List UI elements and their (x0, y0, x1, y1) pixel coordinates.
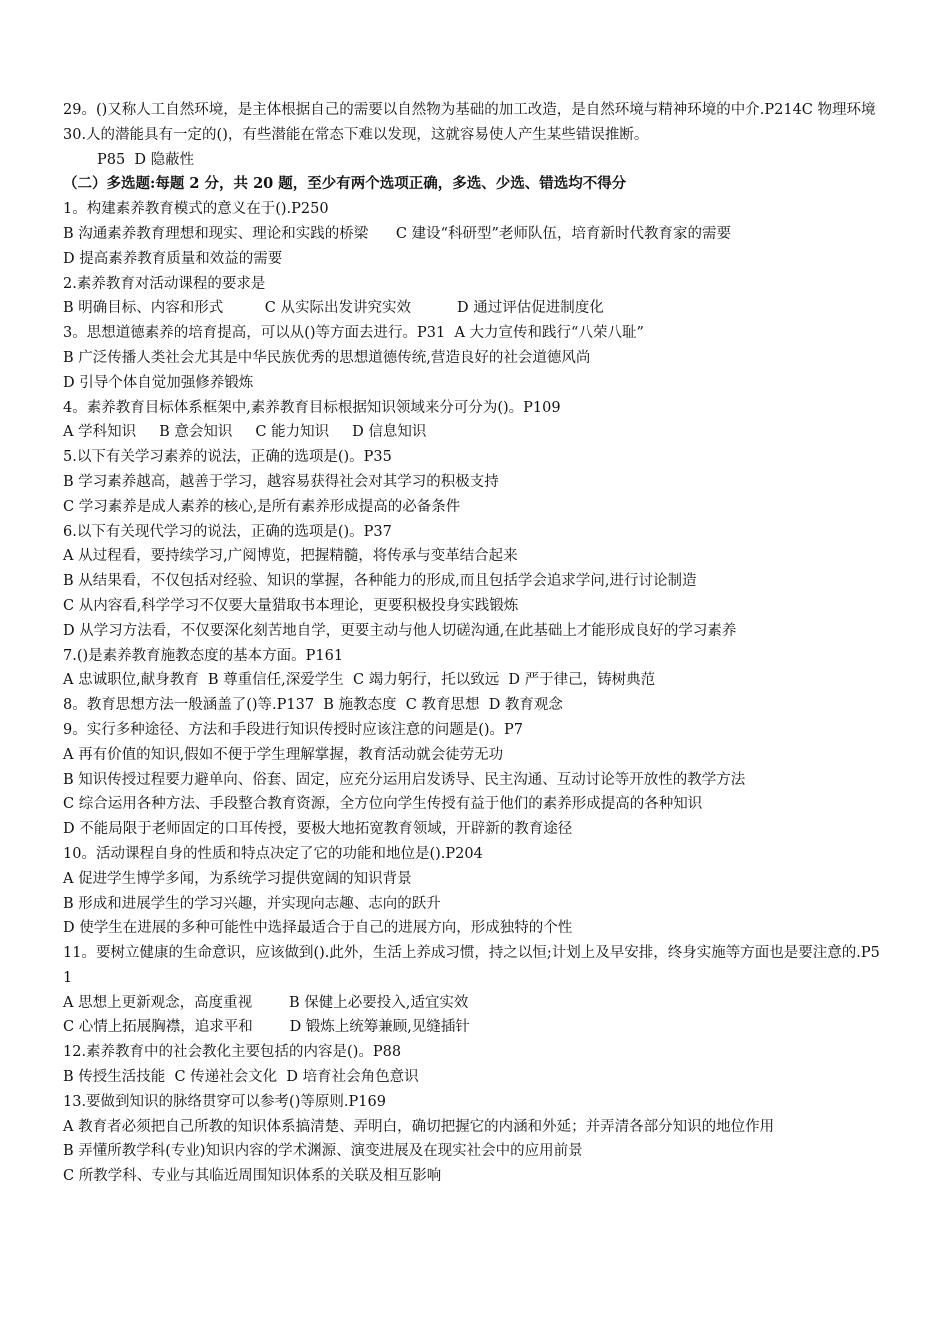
text-line: D 不能局限于老师固定的口耳传授，要极大地拓宽教育领域，开辟新的教育途径 (63, 821, 573, 838)
text-line: 7.()是素养教育施教态度的基本方面。P161 (63, 647, 344, 664)
text-line: A 思想上更新观念，高度重视 B 保健上必要投入,适宜实效 (63, 994, 469, 1011)
text-line: C 学习素养是成人素养的核心,是所有素养形成提高的必备条件 (63, 498, 461, 515)
text-line: B 传授生活技能 C 传递社会文化 D 培育社会角色意识 (63, 1069, 419, 1086)
text-line: B 形成和进展学生的学习兴趣，并实现向志趣、志向的跃升 (63, 895, 441, 912)
text-line: 11。要树立健康的生命意识，应该做到().此外，生活上养成习惯，持之以恒;计划上及早安排，终身实施等方面也是要注意的.P51 (63, 945, 880, 986)
text-line: 30.人的潜能具有一定的()，有些潜能在常态下难以发现，这就容易使人产生某些错误推断。 (63, 126, 649, 143)
document-body (63, 98, 889, 1189)
text-line: 9。实行多种途径、方法和手段进行知识传授时应该注意的问题是()。P7 (63, 721, 524, 738)
text-line: 1。构建素养教育模式的意义在于().P250 (63, 201, 329, 218)
text-line: D 引导个体自觉加强修养锻炼 (63, 374, 254, 391)
text-line: A 促进学生博学多闻，为系统学习提供宽阔的知识背景 (63, 870, 412, 887)
text-line: 6.以下有关现代学习的说法，正确的选项是()。P37 (63, 523, 392, 540)
text-line: B 知识传授过程要力避单向、俗套、固定，应充分运用启发诱导、民主沟通、互动讨论等开放性的教学方法 (63, 771, 746, 788)
text-line: C 综合运用各种方法、手段整合教育资源，全方位向学生传授有益于他们的素养形成提高的各种知识 (63, 796, 703, 813)
text-line: 3。思想道德素养的培育提高，可以从()等方面去进行。P31 A 大力宣传和践行“八荣八耻” (63, 325, 644, 342)
text-line: C 所教学科、专业与其临近周围知识体系的关联及相互影响 (63, 1168, 442, 1185)
text-line: 12.素养教育中的社会教化主要包括的内容是()。P88 (63, 1044, 402, 1061)
section-heading: （二）多选题:每题 2 分，共 20 题，至少有两个选项正确，多选、少选、错选均不得分 (63, 175, 627, 193)
text-line: A 再有价值的知识,假如不便于学生理解掌握，教育活动就会徒劳无功 (63, 746, 504, 763)
text-line: A 从过程看，要持续学习,广阅博览，把握精髓，将传承与变革结合起来 (63, 548, 518, 565)
text-line: 29。()又称人工自然环境，是主体根据自己的需要以自然物为基础的加工改造，是自然环境与精神环境的中介.P214C 物理环境 (63, 102, 876, 118)
text-line: 13.要做到知识的脉络贯穿可以参考()等原则.P169 (63, 1093, 386, 1110)
text-line: A 忠诚职位,献身教育 B 尊重信任,深爱学生 C 竭力躬行，托以致远 D 严于律己，铸树典范 (63, 672, 656, 689)
text-line: D 使学生在进展的多种可能性中选择最适合于自己的进展方向，形成独特的个性 (63, 920, 573, 937)
text-line: 4。素养教育目标体系框架中,素养教育目标根据知识领域来分可分为()。P109 (63, 399, 561, 416)
text-line: C 从内容看,科学学习不仅要大量猎取书本理论，更要积极投身实践锻炼 (63, 597, 519, 614)
text-line: B 沟通素养教育理想和现实、理论和实践的桥梁 C 建设“科研型”老师队伍，培育新时代教育家的需要 (63, 225, 731, 242)
text-line: A 学科知识 B 意会知识 C 能力知识 D 信息知识 (63, 424, 427, 441)
text-line: 10。活动课程自身的性质和特点决定了它的功能和地位是().P204 (63, 845, 483, 862)
text-line: D 从学习方法看，不仅要深化刻苦地自学，更要主动与他人切磋沟通,在此基础上才能形成良好的学习素养 (63, 622, 737, 639)
text-line: 2.素养教育对活动课程的要求是 (63, 275, 266, 292)
text-line: B 明确目标、内容和形式 C 从实际出发讲究实效 D 通过评估促进制度化 (63, 300, 604, 317)
text-line: P85 D 隐蔽性 (97, 151, 195, 168)
text-line: B 从结果看，不仅包括对经验、知识的掌握，各种能力的形成,而且包括学会追求学问,进行讨论制造 (63, 573, 697, 590)
text-line: 8。教育思想方法一般涵盖了()等.P137 B 施教态度 C 教育思想 D 教育观念 (63, 697, 563, 714)
text-line: B 弄懂所教学科(专业)知识内容的学术渊源、演变进展及在现实社会中的应用前景 (63, 1143, 583, 1160)
text-line: B 学习素养越高，越善于学习，越容易获得社会对其学习的积极支持 (63, 473, 499, 490)
text-line: 5.以下有关学习素养的说法，正确的选项是()。P35 (63, 449, 392, 466)
text-line: B 广泛传播人类社会尤其是中华民族优秀的思想道德传统,营造良好的社会道德风尚 (63, 349, 591, 366)
text-line: C 心情上拓展胸襟，追求平和 D 锻炼上统筹兼顾,见缝插针 (63, 1019, 470, 1036)
text-line: D 提高素养教育质量和效益的需要 (63, 250, 283, 267)
text-line: A 教育者必须把自己所教的知识体系搞清楚、弄明白，确切把握它的内涵和外延；并弄清各部分知识的地位作用 (63, 1118, 775, 1135)
